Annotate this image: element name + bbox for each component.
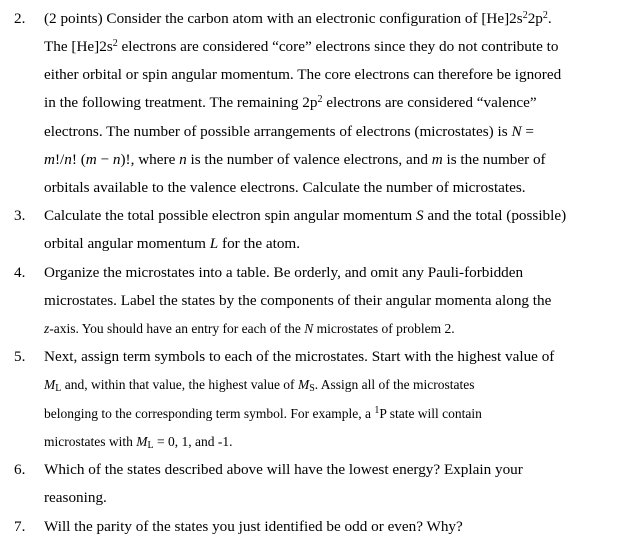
- q2-text: (2 points) Consider the carbon atom with an electronic configuration of [He]2s: [44, 10, 523, 27]
- q4-number: 4.: [14, 264, 26, 281]
- problem-set: 2. (2 points) Consider the carbon atom with an electronic configuration of $[He]2s^22p^2$. The $[He]2s^2$ electrons are considered “core” electrons since they do not contribute to either orbital or spin angular momentum. The core electrons can therefore be ignored in the following treatment. The remaining $2p^2$ electrons are considered “valence” electrons. The number of possible arrangements of electrons (microstates) is N = m!/n! (m − n)!, where n is the number of valence electrons, and m is the number of orbitals available to the valence electrons. Calculate the number of microstates. 3. Calculate the total possible electron spin angular momentum S and the total (possible) orbital angular momentum L for the atom. 4. Organize the microstates into a table. Be orderly, and omit any Pauli-forbidden microstates. Label the states by the components of their angular momenta along the z-axis. You should have an entry for each of the N microstates of problem 2. 5. Next, assign term symbols to each of the microstates. Start with the highest value of $M_L$ and, within that value, the highest value of $M_S$. Assign all of the microstates belonging to the corresponding term symbol. For example, a $^1$P state will contain microstates with $M_L = 0$, 1, and -1. 6. Which of the states described above will have the lowest energy? Explain your reasoning. 7. Will the parity of the states you just identified be odd or even? Why?: [14, 10, 567, 535]
- q2-number: 2.: [14, 10, 26, 27]
- q7-number: 7.: [14, 518, 26, 535]
- q6-number: 6.: [14, 461, 26, 478]
- microstates-variable: N: [511, 123, 522, 140]
- q3-number: 3.: [14, 207, 26, 224]
- q5-number: 5.: [14, 348, 26, 365]
- microstate-formula: m!/n! (m − n)!, where n is the number of valence electrons, and m is the number of: [44, 151, 546, 168]
